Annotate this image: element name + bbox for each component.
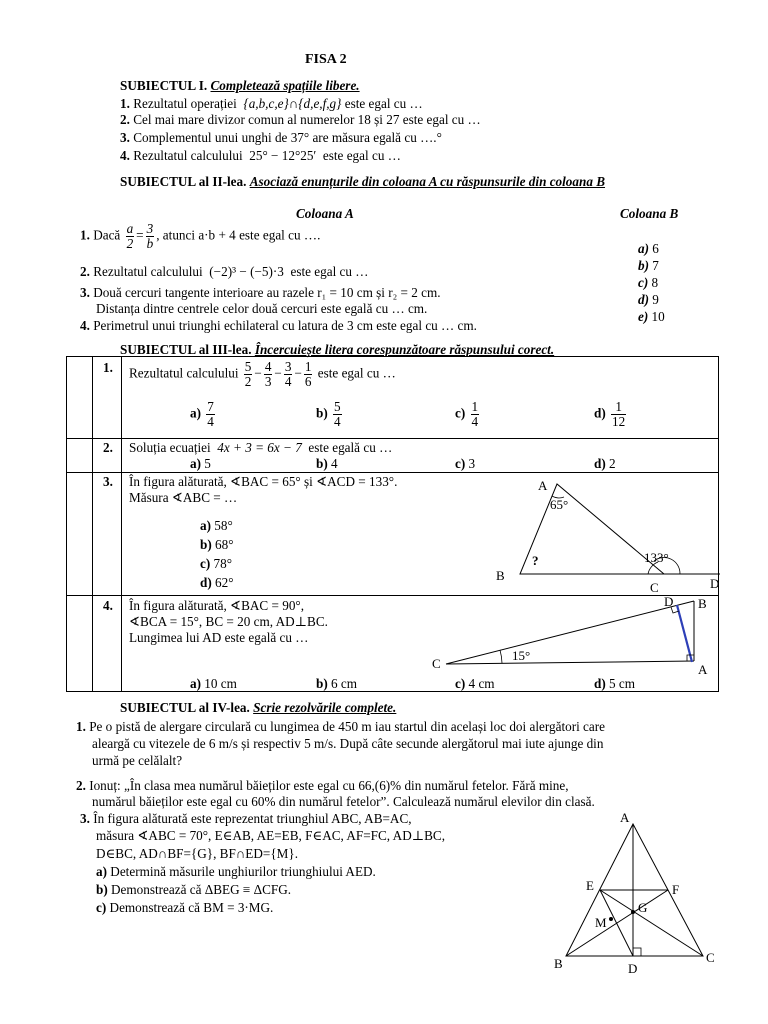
fig3-angle-A: 65°: [550, 497, 569, 512]
s3-q1-option-c[interactable]: c) $\frac{1}{4}$: [455, 399, 479, 429]
s3-heading: SUBIECTUL al III-lea.: [120, 342, 252, 357]
s3-q2-option-c[interactable]: c) 3: [455, 456, 476, 471]
fig5-label-D: D: [628, 961, 638, 976]
s3-q1-option-b[interactable]: b) $\frac{5}{4}$: [316, 399, 341, 429]
s3-q4-line1: În figura alăturată, ∢BAC = 90°,: [129, 598, 305, 613]
answer-a: a) 6: [638, 241, 659, 256]
s4-header: [120, 700, 396, 716]
s3-q1-option-a[interactable]: a) $\frac{7}{4}$: [190, 399, 214, 429]
s4-p1-line2: aleargă cu vitezele de 6 m/s și respectiv 5 m/s. După câte secunde alergătorul mai iute ajunge din: [92, 736, 604, 751]
s1-instruction: Completează spațiile libere.: [210, 78, 360, 93]
s3-q1-option-d[interactable]: d) $\frac{1}{12}$: [594, 399, 626, 429]
fig4-label-C: C: [432, 656, 441, 671]
s3-q2-option-d[interactable]: d) 2: [594, 456, 616, 471]
fig3-label-C: C: [650, 580, 659, 595]
s2-q1: 1. Dacă $\frac{a}{2}$ = $\frac{3}{b}$ , atunci a·b + 4 este egal cu ….: [80, 221, 321, 251]
s2-header: [120, 174, 605, 190]
s4-p3-a: a) Determină măsurile unghiurilor triunghiului AED.: [96, 864, 376, 879]
s4-p3-line2: măsura ∢ABC = 70°, E∈AB, AE=EB, F∈AC, AF=FC, AD⊥BC,: [96, 828, 446, 843]
fig4-label-D: D: [664, 594, 674, 609]
s3-q4-option-a[interactable]: a) 10 cm: [190, 676, 237, 691]
s4-heading: SUBIECTUL al IV-lea.: [120, 700, 250, 715]
fig5-label-E: E: [586, 878, 594, 893]
fig4-label-A: A: [698, 662, 708, 677]
fig5-label-M: M: [595, 915, 607, 930]
s1-header: [120, 78, 360, 94]
fig3-angle-C: 133°: [644, 550, 669, 565]
fig5-label-C: C: [706, 950, 715, 965]
s1-item-4: 4. Rezultatul calculului 25° − 12°25′ este egal cu …: [120, 148, 401, 163]
s2-q4: 4. Perimetrul unui triunghi echilateral cu latura de 3 cm este egal cu … cm.: [80, 318, 477, 333]
s1-heading: SUBIECTUL I.: [120, 78, 208, 93]
s3-q4-option-b[interactable]: b) 6 cm: [316, 676, 358, 691]
s3-q4-option-d[interactable]: d) 5 cm: [594, 676, 636, 691]
page-title: FISA 2: [305, 52, 347, 67]
s2-heading: SUBIECTUL al II-lea.: [120, 174, 247, 189]
s4-p3-figure: [548, 810, 728, 980]
s4-p1-line3: urmă pe celălalt?: [92, 753, 183, 768]
s4-p3-c: c) Demonstrează că BM = 3·MG.: [96, 900, 274, 915]
s3-q2-option-b[interactable]: b) 4: [316, 456, 338, 471]
s3-q2-num: 2.: [103, 440, 113, 455]
s3-q4-line3: Lungimea lui AD este egală cu …: [129, 630, 309, 645]
s4-instruction: Scrie rezolvările complete.: [253, 700, 397, 715]
s3-q2-statement: Soluția ecuației 4x + 3 = 6x − 7 este egală cu …: [129, 440, 393, 455]
s3-q3-line2: Măsura ∢ABC = …: [129, 490, 238, 505]
s2-q3-line2: Distanța dintre centrele celor două cercuri este egală cu … cm.: [96, 301, 428, 316]
fig5-label-F: F: [672, 882, 680, 897]
fig5-label-G: G: [638, 900, 648, 915]
s3-q3-figure: [480, 472, 730, 596]
s3-q4-option-c[interactable]: c) 4 cm: [455, 676, 495, 691]
col-b-answers: [638, 240, 665, 325]
s3-q2-option-a[interactable]: a) 5: [190, 456, 211, 471]
s3-q3-option-b[interactable]: b) 68°: [200, 537, 234, 552]
s2-q3-line1: 3. Două cercuri tangente interioare au razele r₁ = 10 cm și r₂ = 2 cm.: [80, 285, 441, 300]
s3-q3-option-a[interactable]: a) 58°: [200, 518, 233, 533]
s4-p1-line1: 1. Pe o pistă de alergare circulară cu lungimea de 450 m iau startul din același loc doi alergători care: [76, 719, 605, 734]
s1-item-1: 1. Rezultatul operației {a,b,c,e}∩{d,e,f,g} este egal cu …: [120, 96, 423, 111]
s4-p3-b: b) Demonstrează că ΔBEG ≡ ΔCFG.: [96, 882, 292, 897]
col-b-header: Coloana B: [620, 206, 679, 221]
s4-p3-line1: 3. În figura alăturată este reprezentat triunghiul ABC, AB=AC,: [80, 811, 412, 826]
s1-item-2: 2. Cel mai mare divizor comun al numerelor 18 și 27 este egal cu …: [120, 112, 481, 127]
s3-q3-num: 3.: [103, 474, 113, 489]
fig3-question: ?: [532, 553, 539, 568]
fig4-angle-C: 15°: [512, 648, 531, 663]
s3-q3-line1: În figura alăturată, ∢BAC = 65° și ∢ACD = 133°.: [129, 474, 398, 489]
fig3-label-B: B: [496, 568, 505, 583]
s3-q4-num: 4.: [103, 598, 113, 613]
s4-p2-line2: numărul băieților este egal cu 60% din numărul fetelor”. Calculează numărul elevilor din clasă.: [92, 794, 595, 809]
answer-b: b) 7: [638, 258, 659, 273]
s3-q3-option-d[interactable]: d) 62°: [200, 575, 234, 590]
fig5-label-B: B: [554, 956, 563, 971]
fig5-label-A: A: [620, 810, 630, 825]
fig3-label-D: D: [710, 576, 720, 591]
answer-e: e) 10: [638, 309, 665, 324]
col-a-header: Coloana A: [296, 206, 354, 221]
s3-q3-options: [200, 516, 234, 592]
fig3-label-A: A: [538, 478, 548, 493]
s2-instruction: Asociază enunțurile din coloana A cu răspunsurile din coloana B: [249, 174, 606, 189]
s3-q4-line2: ∢BCA = 15°, BC = 20 cm, AD⊥BC.: [129, 614, 328, 629]
s3-instruction: Încercuiește litera corespunzătoare răspunsului corect.: [254, 342, 555, 357]
s4-p2-line1: 2. Ionuț: „În clasa mea numărul băieților este egal cu 66,(6)% din numărul fetelor. Fără mine,: [76, 778, 569, 793]
s3-q1-statement: Rezultatul calculului $\frac{5}{2}$ − $\frac{4}{3}$ − $\frac{3}{4}$ − $\frac{1}{6}$ este egal cu …: [129, 359, 396, 389]
fig4-label-B: B: [698, 596, 707, 611]
answer-d: d) 9: [638, 292, 659, 307]
answer-c: c) 8: [638, 275, 659, 290]
s4-p3-line3: D∈BC, AD∩BF={G}, BF∩ED={M}.: [96, 846, 299, 861]
s2-q2: 2. Rezultatul calculului (−2)³ − (−5)·3 este egal cu …: [80, 264, 369, 279]
s3-q1-num: 1.: [103, 360, 113, 375]
s1-item-3: 3. Complementul unui unghi de 37° are măsura egală cu ….°: [120, 130, 442, 145]
s3-q4-figure: [428, 592, 728, 680]
s3-q3-option-c[interactable]: c) 78°: [200, 556, 233, 571]
